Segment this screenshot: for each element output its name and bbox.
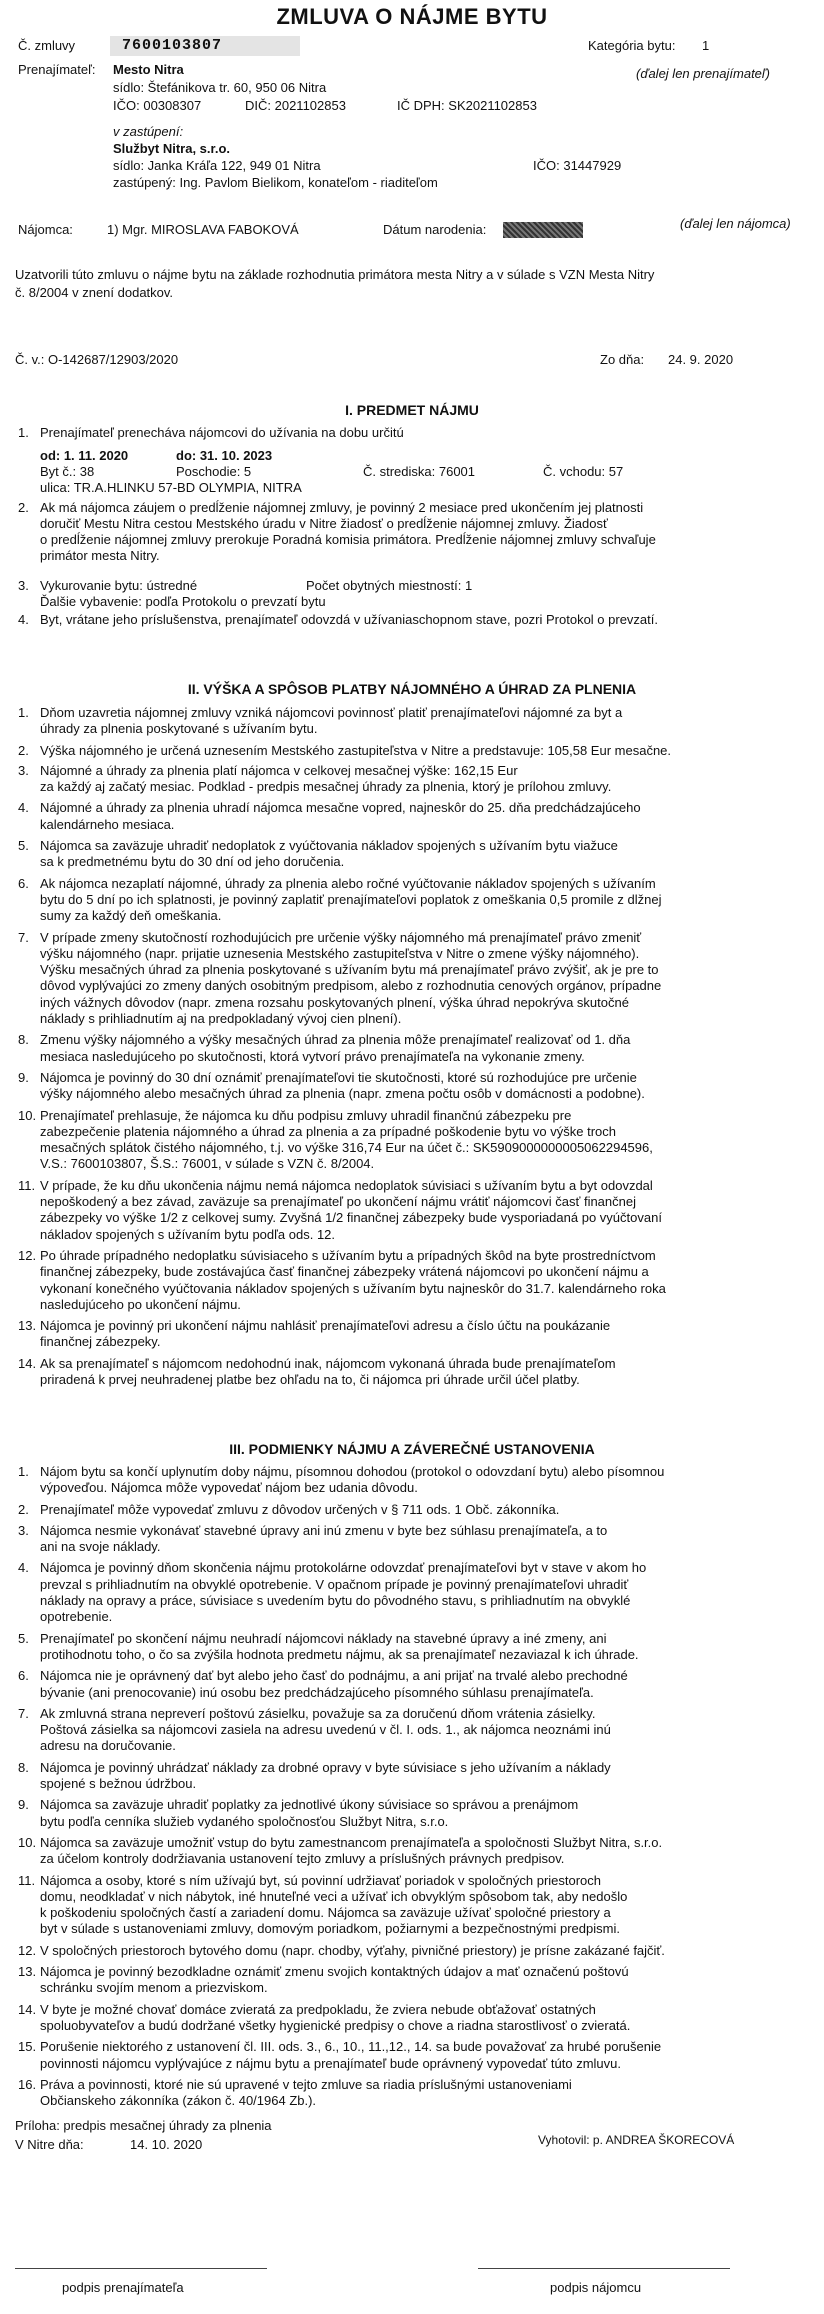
sec3-item-11 (18, 1873, 788, 1938)
sec3-item-line: povinnosti nájomcu vyplývajúce z nájmu bytu a prenajímateľ bude oprávnený vypovedať túto zmluvu. (40, 2055, 621, 2071)
intro-text: Uzatvorili túto zmluvu o nájme bytu na základe rozhodnutia primátora mesta Nitry a v súlade s VZN Mesta Nitry č. 8/2004 v znení dodatkov. (15, 267, 655, 300)
sec1-n1: 1. (18, 425, 29, 440)
sec1-n3: 3. (18, 578, 29, 593)
sec2-item-line: Zmenu výšky nájomného a výšky mesačných úhrad za plnenia môže prenajímateľ realizovať od 1. dňa (40, 1032, 631, 1048)
landlord-ico: IČO: 00308307 (113, 98, 202, 113)
sec3-item-number: 7. (18, 1705, 29, 1721)
room-count: Počet obytných miestností: 1 (306, 578, 473, 593)
sec3-item-line: Nájom bytu sa končí uplynutím doby nájmu, písomnou dohodou (protokol o odovzdaní bytu) alebo písomnou (40, 1464, 665, 1479)
tenant-signature-line (478, 2268, 730, 2269)
contract-no: 7600103807 (122, 37, 223, 54)
reference-date: 24. 9. 2020 (668, 352, 734, 367)
sec3-item-line: Občianskeho zákonníka (zákon č. 40/1964 Zb.). (40, 2093, 317, 2109)
sec2-item-line: mesiaca nasledujúceho po skutočnosti, ktorá vytvorí právo prenajímateľa na vykonanie zmeny. (40, 1048, 585, 1064)
tenant-role-note: (ďalej len nájomca) (680, 216, 791, 231)
sec3-item-line: Porušenie niektorého z ustanovení čl. III. ods. 3., 6., 10., 11.,12., 14. sa bude považovať za hrubé porušenie (40, 2039, 662, 2055)
section-2-list (18, 705, 788, 1393)
sec2-item-10 (18, 1108, 788, 1173)
sec3-item-line: Prenajímateľ po skončení nájmu neuhradí nájomcovi náklady na stavebné úpravy a iné zmeny, ani (40, 1630, 607, 1646)
sec3-item-6 (18, 1668, 788, 1701)
sec3-item-line: opotrebenie. (40, 1609, 113, 1625)
sec2-item-12 (18, 1248, 788, 1313)
sec3-item-line: protihodnotu toho, o čo sa zvýšila hodnota predmetu nájmu, ak sa prenajímateľ nezaviazal k ich úhrade. (40, 1646, 639, 1662)
landlord-icdph: IČ DPH: SK2021102853 (397, 98, 537, 113)
sec3-item-line: k poškodeniu spoločných častí a zariadení domu. Nájomca sa zaväzuje užívať spoločné priestory a (40, 1905, 611, 1921)
sec2-item-line: Nájomné a úhrady za plnenia platí nájomca v celkovej mesačnej výške: 162,15 Eur (40, 762, 518, 778)
document-title: ZMLUVA O NÁJME BYTU (276, 4, 548, 29)
reference-date-label: Zo dňa: (600, 352, 645, 367)
sec2-item-1 (18, 705, 788, 738)
sec2-item-line: kalendárneho mesiaca. (40, 816, 175, 832)
sec2-item-line: nepoškodený a bez závad, zaväzuje sa prenajímateľ po ukončení nájmu vrátiť nájomcovi časť finančnej (40, 1194, 636, 1210)
sec3-item-line: adresu na doručovanie. (40, 1738, 176, 1754)
redacted-birthdate (503, 222, 583, 238)
sec3-item-number: 12. (18, 1942, 37, 1958)
sec2-item-14 (18, 1356, 788, 1389)
sec3-item-line: Nájomca nie je oprávnený dať byt alebo jeho časť do podnájmu, a ani prijať na trvalé alebo prechodné (40, 1668, 628, 1684)
sec3-item-line: V byte je možné chovať domáce zvieratá za predpokladu, že zviera nebude obťažovať ostatných (40, 2001, 596, 2017)
sec3-item-number: 2. (18, 1501, 29, 1517)
centre-number: Č. strediska: 76001 (363, 464, 476, 479)
place-date-label: V Nitre dňa: (15, 2137, 84, 2152)
category-label: Kategória bytu: (588, 38, 676, 53)
sec3-item-number: 15. (18, 2039, 37, 2055)
sec3-item-number: 1. (18, 1464, 29, 1479)
landlord-name: Mesto Nitra (113, 62, 184, 77)
sec3-item-number: 11. (18, 1872, 36, 1888)
sec3-item-line: bývanie (ani prenocovanie) inú osobu bez predchádzajúceho písomného súhlasu prenajímateľa. (40, 1684, 594, 1700)
sec3-item-line: za účelom kontroly dodržiavania ustanovení tejto zmluvy a príslušných právnych predpisov. (40, 1851, 565, 1867)
sec3-item-line: náklady na opravy a práce, súvisiace s uvedením bytu do pôvodného stavu, s prihliadnutím na obvyklé (40, 1593, 631, 1609)
sec2-item-number: 8. (18, 1032, 29, 1048)
representation-label: v zastúpení: (113, 124, 184, 139)
sec3-item-line: výpoveďou. Nájomca môže vypovedať nájom bez udania dôvodu. (40, 1480, 418, 1496)
sec2-item-number: 5. (18, 838, 29, 854)
sec2-item-line: finančnej zábezpeky. (40, 1334, 161, 1350)
sec2-item-9 (18, 1070, 788, 1103)
sec2-item-4 (18, 800, 788, 833)
sec2-item-line: Ak sa prenajímateľ s nájomcom nedohodnú inak, nájomcom vykonaná úhrada bude prenajímateľom (40, 1355, 616, 1371)
sec2-item-line: zabezpečenie platenia nájomného a úhrad za plnenia a za prípadné poškodenie bytu vo výške troch (40, 1123, 617, 1139)
equipment: Ďalšie vybavenie: podľa Protokolu o prevzatí bytu (40, 594, 326, 609)
sec2-item-number: 2. (18, 742, 29, 758)
sec2-item-8 (18, 1032, 788, 1065)
sec3-item-14 (18, 2002, 788, 2035)
sec2-item-5 (18, 838, 788, 871)
sec2-item-11 (18, 1178, 788, 1243)
sec2-item-line: Prenajímateľ prehlasuje, že nájomca ku dňu podpisu zmluvy uhradil finančnú zábezpeku pre (40, 1107, 572, 1123)
section-1-heading: I. PREDMET NÁJMU (345, 402, 479, 418)
sec3-item-line: Nájomca sa zaväzuje umožniť vstup do bytu zamestnancom prenajímateľa a spoločnosti Službyt Nitra, s.r.o. (40, 1834, 663, 1850)
reference-number: Č. v.: O-142687/12903/2020 (15, 352, 179, 367)
sec2-item-number: 7. (18, 929, 29, 945)
sec2-item-line: úhrady za plnenia poskytované s užívaním bytu. (40, 721, 318, 737)
sec3-item-number: 6. (18, 1668, 29, 1684)
sec3-item-line: spoluobyvateľov a budú dodržané všetky hygienické predpisy o chove a riadna starostlivosť o zvieratá. (40, 2017, 631, 2033)
place-date: 14. 10. 2020 (130, 2137, 203, 2152)
sec3-item-line: Nájomca nesmie vykonávať stavebné úpravy ani inú zmenu v byte bez súhlasu prenajímateľa, a to (40, 1522, 608, 1538)
sec3-item-line: prevzal s prihliadnutím na obvyklé opotrebenie. V opačnom prípade je povinný prenajímateľovi uhradiť (40, 1576, 629, 1592)
representative-ico: IČO: 31447929 (533, 158, 622, 173)
sec2-item-line: sa k predmetnému bytu do 30 dní od jeho doručenia. (40, 854, 345, 870)
category-value: 1 (702, 38, 710, 53)
sec3-item-line: V spoločných priestoroch bytového domu (napr. chodby, výťahy, pivničné priestory) je prísne zakázané fajčiť. (40, 1942, 665, 1958)
sec3-item-number: 4. (18, 1560, 29, 1576)
sec2-item-number: 6. (18, 875, 29, 891)
street-address: ulica: TR.A.HLINKU 57-BD OLYMPIA, NITRA (40, 480, 302, 495)
flat-number: Byt č.: 38 (40, 464, 95, 479)
sec3-item-number: 16. (18, 2076, 37, 2092)
representative-name: Službyt Nitra, s.r.o. (113, 141, 231, 156)
sec2-item-line: zábezpeky vo výške 1/2 z celkovej sumy. Zvyšná 1/2 finančnej zábezpeky bude vysporiadaná po vyúčtovaní (40, 1210, 662, 1226)
sec3-item-number: 3. (18, 1522, 29, 1538)
sec2-item-line: Nájomca sa zaväzuje uhradiť nedoplatok z vyúčtovania nákladov spojených s užívaním bytu viažuce (40, 838, 618, 854)
sec3-item-7 (18, 1706, 788, 1755)
sec2-item-3 (18, 763, 788, 796)
sec3-item-line: domu, neodkladať v nich nábytok, iné hnuteľné veci a užívať ich obvyklým spôsobom tak, aby nedošlo (40, 1888, 628, 1904)
sec3-item-line: Poštová zásielka sa nájomcovi zasiela na adresu uvedenú v čl. I. ods. 1., ak nájomca neoznámi inú (40, 1722, 611, 1738)
sec2-item-2 (18, 743, 788, 759)
sec2-item-line: Nájomca je povinný do 30 dní oznámiť prenajímateľovi tie skutočnosti, ktoré sú rozhodujúce pre určenie (40, 1069, 637, 1085)
sec2-item-number: 12. (18, 1247, 37, 1263)
landlord-signature-line (15, 2268, 267, 2269)
sec3-item-9 (18, 1797, 788, 1830)
sec3-item-line: Nájomca sa zaväzuje uhradiť poplatky za jednotlivé úkony súvisiace so správou a prenájmom (40, 1797, 579, 1813)
landlord-signature-label: podpis prenajímateľa (62, 2280, 184, 2295)
sec2-item-line: mesačných splátok čistého nájomného, t.j. vo výške 316,74 Eur na účet č.: SK5909000000005062294596, (40, 1140, 653, 1156)
sec2-item-line: náklady s prihliadnutím aj na predpokladaný vývoj cien plnení). (40, 1011, 402, 1027)
sec3-item-number: 5. (18, 1630, 29, 1646)
sec3-item-line: Nájomca a osoby, ktoré s ním užívajú byt, sú povinní udržiavať poriadok v spoločných priestoroch (40, 1872, 602, 1888)
sec3-item-number: 10. (18, 1834, 37, 1850)
sec3-item-number: 13. (18, 1964, 37, 1980)
sec3-item-16 (18, 2077, 788, 2110)
sec3-item-line: Práva a povinnosti, ktoré nie sú upravené v tejto zmluve sa riadia príslušnými ustanoveniami (40, 2076, 572, 2092)
sec2-item-7 (18, 930, 788, 1028)
sec2-item-line: Výšku mesačných úhrad za plnenia poskytované s užívaním bytu má prenajímateľ právo zvýšiť, ak je pre to (40, 962, 659, 978)
sec3-item-line: Nájomca je povinný bezodkladne oznámiť zmenu svojich kontaktných údajov a mať označenú poštovú (40, 1964, 629, 1980)
sec3-item-13 (18, 1964, 788, 1997)
sec2-item-number: 9. (18, 1069, 29, 1085)
tenant-name: 1) Mgr. MIROSLAVA FABOKOVÁ (107, 222, 299, 237)
sec2-item-line: nákladov spojených s užívaním bytu podľa ods. 12. (40, 1226, 336, 1242)
sec2-item-line: V.S.: 7600103807, Š.S.: 76001, v súlade s VZN č. 8/2004. (40, 1156, 375, 1172)
sec3-item-5 (18, 1631, 788, 1664)
sec2-item-line: Nájomca je povinný pri ukončení nájmu nahlásiť prenajímateľovi adresu a číslo účtu na poukázanie (40, 1318, 611, 1334)
sec2-item-6 (18, 876, 788, 925)
sec2-item-number: 13. (18, 1318, 37, 1334)
landlord-role-note: (ďalej len prenajímateľ) (636, 66, 770, 81)
sec2-item-line: za každý aj začatý mesiac. Podklad - predpis mesačnej úhrady za plnenia, ktorý je prílohou zmluvy. (40, 779, 612, 795)
sec1-n2: 2. (18, 500, 29, 515)
sec2-item-line: sumy za každý deň omeškania. (40, 908, 222, 924)
landlord-seat: sídlo: Štefánikova tr. 60, 950 06 Nitra (113, 80, 327, 95)
tenant-signature-label: podpis nájomcu (550, 2280, 642, 2295)
sec1-p4: Byt, vrátane jeho príslušenstva, prenajímateľ odovzdá v užívaniaschopnom stave, pozri Protokol o prevzatí. (40, 612, 659, 627)
sec3-item-line: byt v súlade s ustanoveniami zmluvy, domovým poriadkom, požiarnymi a bezpečnostnými predpismi. (40, 1921, 620, 1937)
sec2-item-number: 3. (18, 762, 29, 778)
sec3-item-10 (18, 1835, 788, 1868)
sec3-item-number: 14. (18, 2001, 37, 2017)
sec3-item-line: Ak zmluvná strana nepreverí poštovú zásielku, považuje sa za doručenú dňom vrátenia zásielky. (40, 1705, 596, 1721)
sec3-item-4 (18, 1560, 788, 1625)
sec2-item-line: výšku nájomného (napr. prijatie uznesenia Mestského zastupiteľstva v Nitre o zmene výšky nájomného). (40, 945, 640, 961)
sec2-item-line: Nájomné a úhrady za plnenia uhradí nájomca mesačne vopred, najneskôr do 25. dňa predchádzajúceho (40, 800, 641, 816)
sec2-item-line: Výška nájomného je určená uznesením Mestského zastupiteľstva v Nitre a predstavuje: 105,58 Eur mesačne. (40, 742, 672, 758)
sec2-item-number: 4. (18, 800, 29, 816)
dob-label: Dátum narodenia: (383, 222, 487, 237)
sec3-item-line: ani na svoje náklady. (40, 1539, 161, 1555)
sec3-item-line: schránku svojím menom a priezviskom. (40, 1980, 268, 1996)
sec3-item-8 (18, 1760, 788, 1793)
section-2-heading: II. VÝŠKA A SPÔSOB PLATBY NÁJOMNÉHO A ÚHRAD ZA PLNENIA (187, 681, 637, 697)
representative-seat: sídlo: Janka Kráľa 122, 949 01 Nitra (113, 158, 321, 173)
sec2-item-line: priradená k prvej neuhradenej platbe bez ohľadu na to, či nájomca pri úhrade určil účel platby. (40, 1371, 580, 1387)
sec3-item-number: 8. (18, 1759, 29, 1775)
sec2-item-line: nasledujúceho po ukončení nájmu. (40, 1296, 241, 1312)
sec3-item-line: Nájomca je povinný dňom skončenia nájmu protokolárne odovzdať prenajímateľovi byt v stave v akom ho (40, 1560, 647, 1576)
sec2-item-number: 10. (18, 1107, 37, 1123)
attachment-note: Príloha: predpis mesačnej úhrady za plnenia (15, 2118, 272, 2133)
sec2-item-line: iných vážnych dôvodov (napr. zmena rozsahu poskytovaných plnení, výška úhrad nepokrýva skutočné (40, 994, 629, 1010)
sec3-item-number: 9. (18, 1797, 29, 1813)
sec2-item-line: Po úhrade prípadného nedoplatku súvisiaceho s užívaním bytu a prípadných škôd na byte prostredníctvom (40, 1247, 656, 1263)
sec3-item-15 (18, 2039, 788, 2072)
sec1-n4: 4. (18, 612, 29, 627)
sec2-item-line: finančnej zábezpeky, bude zostávajúca časť finančnej zábezpeky vrátená nájomcovi po ukončení nájmu a (40, 1264, 649, 1280)
sec2-item-line: výšky nájomného alebo mesačných úhrad za plnenia (napr. zmena počtu osôb v domácnosti a podobne). (40, 1086, 645, 1102)
sec2-item-line: V prípade, že ku dňu ukončenia nájmu nemá nájomca nedoplatok súvisiaci s užívaním bytu a byt odovzdal (40, 1177, 653, 1193)
section-3-list (18, 1464, 788, 2114)
representative-by: zastúpený: Ing. Pavlom Bielikom, konateľom - riaditeľom (113, 175, 438, 190)
lease-from: od: 1. 11. 2020 (40, 448, 129, 463)
sec3-item-line: spojené s bežnou údržbou. (40, 1776, 197, 1792)
sec2-item-line: V prípade zmeny skutočností rozhodujúcich pre určenie výšky nájomného má prenajímateľ právo zmeniť (40, 929, 642, 945)
sec3-item-line: Prenajímateľ môže vypovedať zmluvu z dôvodov určených v § 711 ods. 1 Obč. zákonníka. (40, 1501, 560, 1517)
lease-to: do: 31. 10. 2023 (176, 448, 273, 463)
heating: Vykurovanie bytu: ústredné (40, 578, 198, 593)
sec1-p2: Ak má nájomca záujem o predĺženie nájomnej zmluvy, je povinný 2 mesiace pred ukončením jej platnosti doručiť Mestu Nitra cestou Mestského úradu v Nitre žiadosť o predĺženie nájomnej zmluvy. Žiadosť o predĺženie nájomnej zmluvy prerokuje Poradná komisia primátora. Predĺženie nájomnej zmluvy schvaľuje primátor mesta Nitry. (40, 500, 656, 563)
sec2-item-line: bytu do 5 dní po ich splatnosti, je povinný zaplatiť prenajímateľovi poplatok z omeškania 0,5 promile z dlžnej (40, 891, 662, 907)
tenant-label: Nájomca: (18, 222, 73, 237)
floor: Poschodie: 5 (176, 464, 252, 479)
issued-by: Vyhotovil: p. ANDREA ŠKORECOVÁ (538, 2133, 735, 2147)
sec3-item-3 (18, 1523, 788, 1556)
sec1-p1: Prenajímateľ prenecháva nájomcovi do užívania na dobu určitú (40, 425, 404, 440)
entrance-number: Č. vchodu: 57 (543, 464, 624, 479)
sec3-item-line: bytu podľa cenníka služieb vydaného spoločnosťou Službyt Nitra, s.r.o. (40, 1813, 449, 1829)
sec3-item-1 (18, 1464, 788, 1497)
sec2-item-13 (18, 1318, 788, 1351)
sec2-item-number: 1. (18, 705, 29, 720)
sec2-item-line: dôvod vyplývajúci zo zmeny daných osobitným predpisom, alebo z rozhodnutia cenových orgánov, prípadne (40, 978, 662, 994)
sec2-item-line: Ak nájomca nezaplatí nájomné, úhrady za plnenia alebo ročné vyúčtovanie nákladov spojených s užívaním (40, 875, 656, 891)
sec2-item-line: Dňom uzavretia nájomnej zmluvy vzniká nájomcovi povinnosť platiť prenajímateľovi nájomné za byt a (40, 705, 623, 720)
sec3-item-line: Nájomca je povinný uhrádzať náklady za drobné opravy v byte súvisiace s jeho užívaním a náklady (40, 1759, 611, 1775)
sec2-item-number: 14. (18, 1355, 37, 1371)
section-3-heading: III. PODMIENKY NÁJMU A ZÁVEREČNÉ USTANOVENIA (229, 1441, 595, 1457)
sec3-item-12 (18, 1943, 788, 1959)
sec2-item-number: 11. (18, 1177, 36, 1193)
sec2-item-line: vykonaní konečného vyúčtovania nákladov spojených s užívaním bytu najneskôr do 31.7. kalendárneho roka (40, 1280, 666, 1296)
sec3-item-2 (18, 1502, 788, 1518)
contract-no-label: Č. zmluvy (18, 38, 76, 53)
landlord-dic: DIČ: 2021102853 (245, 98, 346, 113)
landlord-label: Prenajímateľ: (18, 62, 96, 77)
